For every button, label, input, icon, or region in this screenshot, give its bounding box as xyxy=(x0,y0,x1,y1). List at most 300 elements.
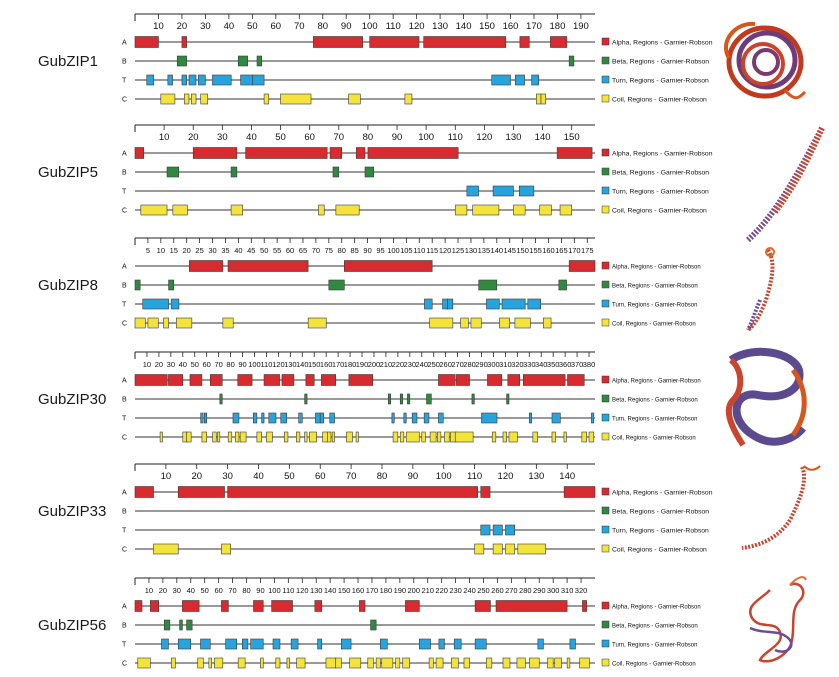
turn-region xyxy=(168,75,173,85)
coil-region xyxy=(376,658,380,668)
legend-swatch-alpha xyxy=(602,149,609,156)
panel-label: GubZIP33 xyxy=(38,503,107,520)
tick-label: 230 xyxy=(403,360,417,369)
protein-structure-gubzip30 xyxy=(729,352,804,445)
row-alpha xyxy=(122,148,713,159)
legend-label-coil: Coil, Regions - Garnier-Robson xyxy=(612,321,696,328)
tick-label: 190 xyxy=(355,360,369,369)
beta-region xyxy=(187,620,193,630)
alpha-region xyxy=(182,601,199,612)
beta-region xyxy=(164,620,170,630)
tick-label: 80 xyxy=(362,132,374,143)
coil-region xyxy=(356,432,358,442)
tick-label: 5 xyxy=(145,246,151,255)
coil-region xyxy=(396,658,400,668)
tick-label: 330 xyxy=(523,360,536,369)
tick-label: 210 xyxy=(379,360,393,369)
beta-region xyxy=(388,394,390,404)
panel-label: GubZIP30 xyxy=(38,391,107,408)
turn-region xyxy=(448,299,453,309)
tick-label: 180 xyxy=(343,360,357,369)
alpha-region xyxy=(190,375,202,386)
tick-label: 60 xyxy=(202,360,211,369)
row-letter: C xyxy=(122,320,128,328)
row-letter: A xyxy=(122,150,127,158)
turn-region xyxy=(201,413,203,423)
turn-region xyxy=(273,639,280,649)
tick-label: 140 xyxy=(490,246,504,255)
tick-label: 125 xyxy=(451,246,465,255)
tick-label: 50 xyxy=(200,586,209,595)
coil-region xyxy=(336,658,342,668)
legend-swatch-turn xyxy=(602,526,609,533)
alpha-region xyxy=(253,601,263,612)
tick-label: 130 xyxy=(528,471,545,482)
alpha-region xyxy=(178,487,224,498)
tick-label: 40 xyxy=(178,360,187,369)
tick-label: 10 xyxy=(144,586,154,595)
coil-region xyxy=(505,544,514,554)
coil-region xyxy=(444,432,449,442)
row-letter: B xyxy=(122,622,127,630)
coil-region xyxy=(184,94,189,104)
coil-region xyxy=(350,658,361,668)
tick-label: 40 xyxy=(253,471,264,482)
turn-region xyxy=(439,639,445,649)
row-turn xyxy=(122,75,709,85)
tick-label: 170 xyxy=(568,246,581,255)
tick-label: 120 xyxy=(438,246,452,255)
tick-label: 130 xyxy=(464,246,478,255)
turn-region xyxy=(201,639,211,649)
tick-label: 90 xyxy=(238,360,247,369)
coil-region xyxy=(349,94,361,104)
tick-label: 40 xyxy=(234,246,243,255)
alpha-region xyxy=(221,601,228,612)
tick-label: 130 xyxy=(505,132,522,143)
turn-region xyxy=(443,299,448,309)
turn-region xyxy=(528,299,541,309)
row-letter: T xyxy=(122,415,127,423)
tick-label: 10 xyxy=(160,471,172,482)
tick-label: 30 xyxy=(222,471,233,482)
coil-region xyxy=(198,658,204,668)
tick-label: 290 xyxy=(475,360,488,369)
turn-region xyxy=(189,75,196,85)
tick-label: 160 xyxy=(351,586,365,595)
tick-label: 160 xyxy=(542,246,555,255)
panel-label: GubZIP56 xyxy=(38,617,107,634)
row-letter: A xyxy=(122,489,127,497)
coil-region xyxy=(580,658,590,668)
turn-region xyxy=(529,413,531,423)
tick-label: 380 xyxy=(582,360,596,369)
alpha-region xyxy=(496,601,567,612)
row-letter: T xyxy=(122,301,127,309)
alpha-region xyxy=(582,601,586,612)
turn-region xyxy=(233,413,239,423)
tick-label: 150 xyxy=(563,132,580,143)
coil-region xyxy=(309,432,316,442)
coil-region xyxy=(327,432,331,442)
row-coil xyxy=(122,544,707,554)
tick-label: 240 xyxy=(415,360,429,369)
row-letter: T xyxy=(122,188,127,196)
alpha-region xyxy=(523,375,565,386)
turn-region xyxy=(467,186,479,196)
coil-region xyxy=(297,658,305,668)
beta-region xyxy=(479,280,497,290)
tick-label: 10 xyxy=(153,21,164,32)
turn-region xyxy=(269,413,276,423)
tick-label: 20 xyxy=(176,21,188,32)
coil-region xyxy=(201,94,208,104)
tick-label: 145 xyxy=(503,246,516,255)
turn-region xyxy=(419,639,430,649)
turn-region xyxy=(252,75,264,85)
tick-label: 135 xyxy=(477,246,491,255)
tick-label: 140 xyxy=(296,360,309,369)
alpha-region xyxy=(456,375,469,386)
beta-region xyxy=(169,280,174,290)
coil-region xyxy=(503,432,507,442)
coil-region xyxy=(264,94,269,104)
tick-label: 270 xyxy=(451,360,464,369)
tick-label: 100 xyxy=(248,360,261,369)
coil-region xyxy=(471,318,481,328)
panel-gubzip30 xyxy=(38,352,701,442)
tick-label: 190 xyxy=(393,586,407,595)
alpha-region xyxy=(238,375,252,386)
turn-region xyxy=(341,639,351,649)
turn-region xyxy=(147,75,154,85)
row-letter: C xyxy=(122,546,128,554)
tick-label: 20 xyxy=(154,360,164,369)
beta-region xyxy=(365,167,374,177)
turn-region xyxy=(281,413,287,423)
tick-label: 70 xyxy=(333,132,345,143)
beta-region xyxy=(333,167,339,177)
coil-region xyxy=(560,205,572,215)
legend-label-coil: Coil, Regions - Garnier-Robson xyxy=(612,661,696,668)
coil-region xyxy=(346,432,352,442)
coil-region xyxy=(509,432,517,442)
row-coil xyxy=(122,318,696,328)
row-letter: T xyxy=(122,527,127,535)
coil-region xyxy=(548,658,554,668)
coil-region xyxy=(154,544,179,554)
beta-region xyxy=(507,394,509,404)
alpha-region xyxy=(193,148,237,159)
turn-region xyxy=(242,639,248,649)
coil-region xyxy=(400,432,404,442)
row-turn xyxy=(122,299,697,309)
turn-region xyxy=(412,413,417,423)
legend-label-alpha: Alpha, Regions - Garnier-Robson xyxy=(612,39,713,47)
turn-region xyxy=(178,639,191,649)
row-letter: A xyxy=(122,263,127,271)
turn-region xyxy=(591,413,593,423)
beta-region xyxy=(427,394,432,404)
coil-region xyxy=(555,658,562,668)
coil-region xyxy=(266,432,272,442)
tick-label: 75 xyxy=(324,246,333,255)
tick-label: 60 xyxy=(270,21,282,32)
tick-label: 170 xyxy=(526,21,542,32)
alpha-region xyxy=(150,601,158,612)
coil-region xyxy=(540,205,552,215)
tick-label: 140 xyxy=(534,132,551,143)
turn-region xyxy=(505,525,514,535)
beta-region xyxy=(472,394,474,404)
tick-label: 70 xyxy=(345,471,357,482)
tick-label: 300 xyxy=(546,586,560,595)
tick-label: 80 xyxy=(226,360,235,369)
row-beta xyxy=(122,56,709,66)
coil-region xyxy=(461,318,469,328)
tick-label: 100 xyxy=(418,132,435,143)
alpha-region xyxy=(520,37,529,48)
row-beta xyxy=(122,507,709,516)
turn-region xyxy=(532,75,539,85)
legend-swatch-alpha xyxy=(602,602,609,609)
tick-label: 140 xyxy=(559,471,576,482)
row-alpha xyxy=(122,487,713,498)
coil-region xyxy=(228,432,232,442)
legend-label-alpha: Alpha, Regions - Garnier-Robson xyxy=(612,604,701,611)
turn-region xyxy=(262,413,264,423)
alpha-region xyxy=(315,601,322,612)
alpha-region xyxy=(564,487,595,498)
turn-region xyxy=(502,299,525,309)
tick-label: 155 xyxy=(529,246,542,255)
tick-label: 130 xyxy=(432,21,449,32)
beta-region xyxy=(305,394,307,404)
coil-region xyxy=(138,658,151,668)
row-turn xyxy=(122,525,709,535)
coil-region xyxy=(499,318,509,328)
coil-region xyxy=(436,658,443,668)
alpha-region xyxy=(405,601,419,612)
legend-label-alpha: Alpha, Regions - Garnier-Robson xyxy=(612,264,701,271)
tick-label: 90 xyxy=(407,471,419,482)
legend-swatch-turn xyxy=(602,187,609,194)
turn-region xyxy=(552,413,560,423)
tick-label: 160 xyxy=(319,360,333,369)
tick-label: 280 xyxy=(519,586,532,595)
coil-region xyxy=(326,658,336,668)
coil-region xyxy=(176,318,192,328)
tick-label: 320 xyxy=(574,586,588,595)
tick-label: 350 xyxy=(546,360,560,369)
legend-swatch-coil xyxy=(602,95,609,102)
legend-swatch-beta xyxy=(602,621,609,628)
tick-label: 25 xyxy=(195,246,204,255)
coil-region xyxy=(473,205,499,215)
tick-label: 110 xyxy=(385,21,401,32)
tick-label: 35 xyxy=(221,246,230,255)
row-alpha xyxy=(122,601,701,612)
turn-region xyxy=(226,639,237,649)
coil-region xyxy=(533,432,538,442)
tick-label: 320 xyxy=(511,360,524,369)
turn-region xyxy=(493,525,502,535)
coil-region xyxy=(451,658,458,668)
coil-region xyxy=(589,432,594,442)
turn-region xyxy=(424,299,432,309)
turn-region xyxy=(241,75,253,85)
legend-swatch-turn xyxy=(602,414,609,421)
coil-region xyxy=(503,658,510,668)
alpha-region xyxy=(210,375,222,386)
tick-label: 20 xyxy=(158,586,168,595)
legend-label-coil: Coil, Regions - Garnier-Robson xyxy=(612,207,707,215)
tick-label: 30 xyxy=(200,21,211,32)
tick-label: 120 xyxy=(272,360,285,369)
coil-region xyxy=(406,432,419,442)
tick-label: 95 xyxy=(376,246,385,255)
alpha-region xyxy=(135,487,154,498)
turn-region xyxy=(519,186,534,196)
legend-swatch-alpha xyxy=(602,376,609,383)
alpha-region xyxy=(569,261,595,272)
tick-label: 200 xyxy=(407,586,421,595)
alpha-region xyxy=(330,148,342,159)
legend-label-coil: Coil, Regions - Garnier-Robson xyxy=(612,435,696,442)
tick-label: 20 xyxy=(187,132,199,143)
alpha-region xyxy=(557,148,592,159)
panel-gubzip8 xyxy=(38,238,701,328)
tick-label: 80 xyxy=(337,246,346,255)
tick-label: 170 xyxy=(331,360,345,369)
row-letter: C xyxy=(122,660,128,668)
legend-swatch-alpha xyxy=(602,262,609,269)
tick-label: 45 xyxy=(247,246,256,255)
row-letter: B xyxy=(122,396,127,404)
alpha-region xyxy=(228,487,478,498)
tick-label: 130 xyxy=(284,360,297,369)
tick-label: 60 xyxy=(304,132,315,143)
coil-region xyxy=(437,432,441,442)
legend-label-beta: Beta, Regions - Garnier-Robson xyxy=(612,58,710,66)
turn-region xyxy=(538,639,544,649)
panel-gubzip56 xyxy=(38,578,701,668)
tick-label: 190 xyxy=(572,21,589,32)
row-letter: T xyxy=(122,77,127,85)
coil-region xyxy=(492,432,496,442)
tick-label: 30 xyxy=(217,132,228,143)
tick-label: 260 xyxy=(439,360,452,369)
tick-label: 180 xyxy=(379,586,393,595)
coil-region xyxy=(209,658,212,668)
alpha-region xyxy=(272,601,293,612)
tick-label: 60 xyxy=(285,246,295,255)
protein-structure-gubzip5 xyxy=(748,128,822,240)
coil-region xyxy=(240,432,246,442)
coil-region xyxy=(382,658,393,668)
coil-region xyxy=(536,94,541,104)
tick-label: 30 xyxy=(172,586,181,595)
legend-swatch-turn xyxy=(602,300,609,307)
tick-label: 150 xyxy=(516,246,529,255)
tick-label: 150 xyxy=(337,586,351,595)
tick-label: 230 xyxy=(449,586,462,595)
tick-label: 80 xyxy=(317,21,329,32)
coil-region xyxy=(161,94,175,104)
coil-region xyxy=(318,205,324,215)
alpha-region xyxy=(487,375,501,386)
row-coil xyxy=(122,658,696,668)
tick-label: 70 xyxy=(311,246,321,255)
turn-region xyxy=(251,639,264,649)
beta-region xyxy=(257,56,262,66)
alpha-region xyxy=(438,375,455,386)
tick-label: 15 xyxy=(169,246,178,255)
tick-label: 110 xyxy=(260,360,273,369)
tick-label: 55 xyxy=(272,246,282,255)
tick-label: 270 xyxy=(505,586,518,595)
tick-label: 110 xyxy=(413,246,426,255)
coil-region xyxy=(296,432,300,442)
turn-region xyxy=(171,299,179,309)
alpha-region xyxy=(182,37,187,48)
alpha-region xyxy=(349,375,373,386)
coil-region xyxy=(393,432,398,442)
turn-region xyxy=(570,639,576,649)
alpha-region xyxy=(475,601,490,612)
coil-region xyxy=(475,544,484,554)
legend-label-turn: Turn, Regions - Garnier-Robson xyxy=(612,527,709,535)
tick-label: 40 xyxy=(246,132,257,143)
beta-region xyxy=(329,280,345,290)
coil-region xyxy=(231,205,243,215)
row-turn xyxy=(122,413,697,423)
legend-swatch-beta xyxy=(602,507,609,514)
tick-label: 60 xyxy=(214,586,223,595)
tick-label: 220 xyxy=(435,586,448,595)
tick-label: 360 xyxy=(558,360,572,369)
row-letter: C xyxy=(122,434,128,442)
coil-region xyxy=(582,432,587,442)
legend-swatch-beta xyxy=(602,281,609,288)
alpha-region xyxy=(568,375,585,386)
legend-swatch-coil xyxy=(602,545,609,552)
tick-label: 105 xyxy=(400,246,413,255)
tick-label: 130 xyxy=(309,586,323,595)
row-letter: B xyxy=(122,508,127,516)
turn-region xyxy=(330,413,335,423)
legend-swatch-alpha xyxy=(602,488,609,495)
legend-label-turn: Turn, Regions - Garnier-Robson xyxy=(612,642,698,649)
protein-structure-gubzip33 xyxy=(742,466,820,548)
alpha-region xyxy=(370,37,419,48)
tick-label: 50 xyxy=(247,21,258,32)
tick-label: 10 xyxy=(156,246,166,255)
tick-label: 90 xyxy=(340,21,352,32)
alpha-region xyxy=(424,37,506,48)
panels-layer xyxy=(38,14,713,668)
turn-region xyxy=(253,413,257,423)
coil-region xyxy=(238,658,245,668)
coil-region xyxy=(214,658,222,668)
beta-region xyxy=(559,280,567,290)
coil-region xyxy=(217,432,219,442)
tick-label: 30 xyxy=(166,360,176,369)
coil-region xyxy=(135,318,145,328)
row-beta xyxy=(122,280,698,290)
tick-label: 340 xyxy=(534,360,548,369)
coil-region xyxy=(336,205,359,215)
